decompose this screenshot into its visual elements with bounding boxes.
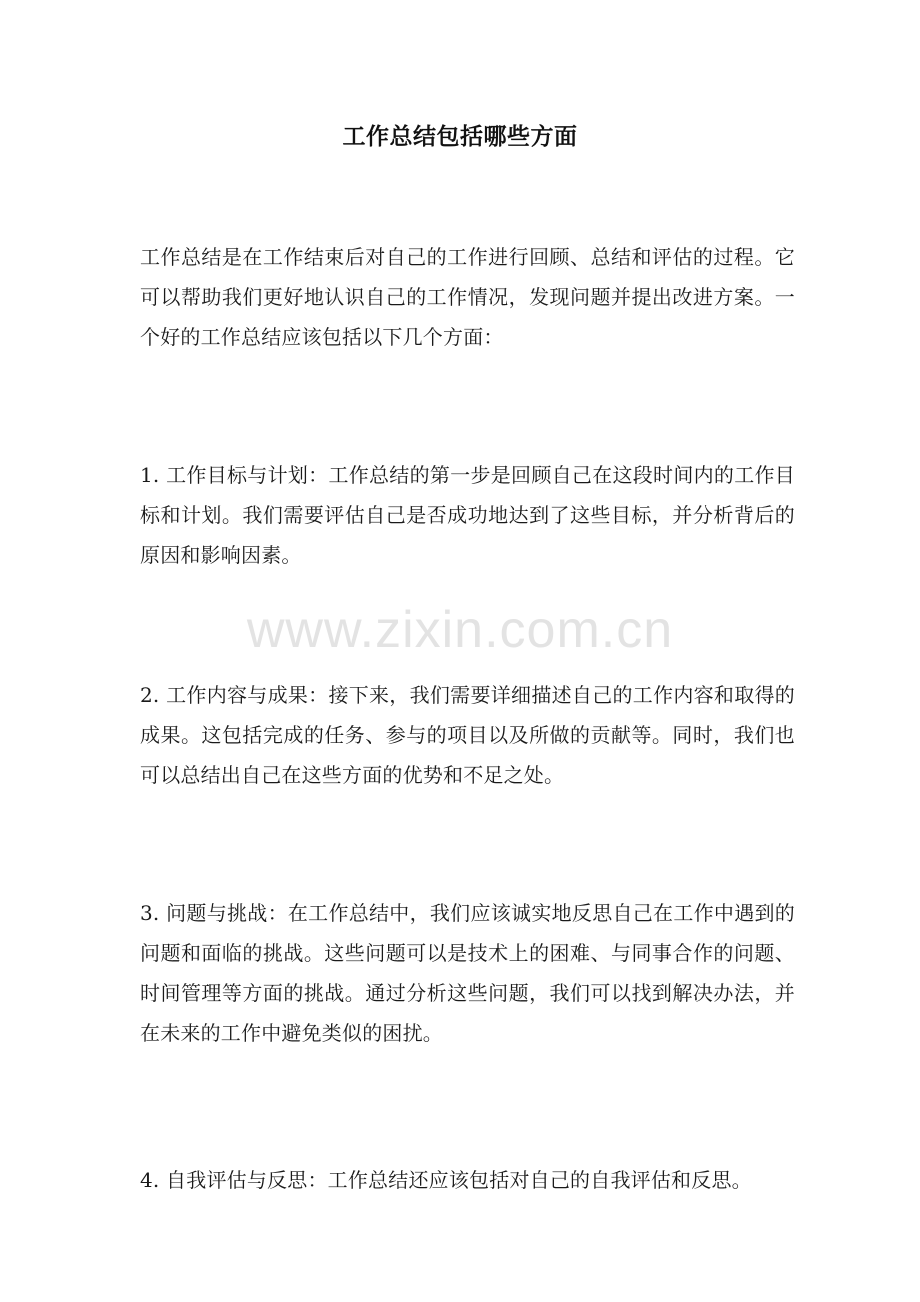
- paragraph-item-1: 1. 工作目标与计划：工作总结的第一步是回顾自己在这段时间内的工作目标和计划。我们需要评估自己是否成功地达到了这些目标，并分析背后的原因和影响因素。: [140, 463, 795, 567]
- paragraph-item-4: 4. 自我评估与反思：工作总结还应该包括对自己的自我评估和反思。: [140, 1168, 752, 1192]
- document-title: 工作总结包括哪些方面: [342, 123, 578, 150]
- paragraph-item-2: 2. 工作内容与成果：接下来，我们需要详细描述自己的工作内容和取得的成果。这包括完成的任务、参与的项目以及所做的贡献等。同时，我们也可以总结出自己在这些方面的优势和不足之处。: [140, 683, 795, 787]
- watermark-text: www.zixin.com.cn: [246, 601, 674, 659]
- paragraph-item-3: 3. 问题与挑战：在工作总结中，我们应该诚实地反思自己在工作中遇到的问题和面临的挑战。这些问题可以是技术上的困难、与同事合作的问题、时间管理等方面的挑战。通过分析这些问题，我们可以找到解决办法，并在未来的工作中避免类似的困扰。: [140, 901, 795, 1045]
- paragraph-intro: 工作总结是在工作结束后对自己的工作进行回顾、总结和评估的过程。它可以帮助我们更好地认识自己的工作情况，发现问题并提出改进方案。一个好的工作总结应该包括以下几个方面：: [140, 245, 795, 349]
